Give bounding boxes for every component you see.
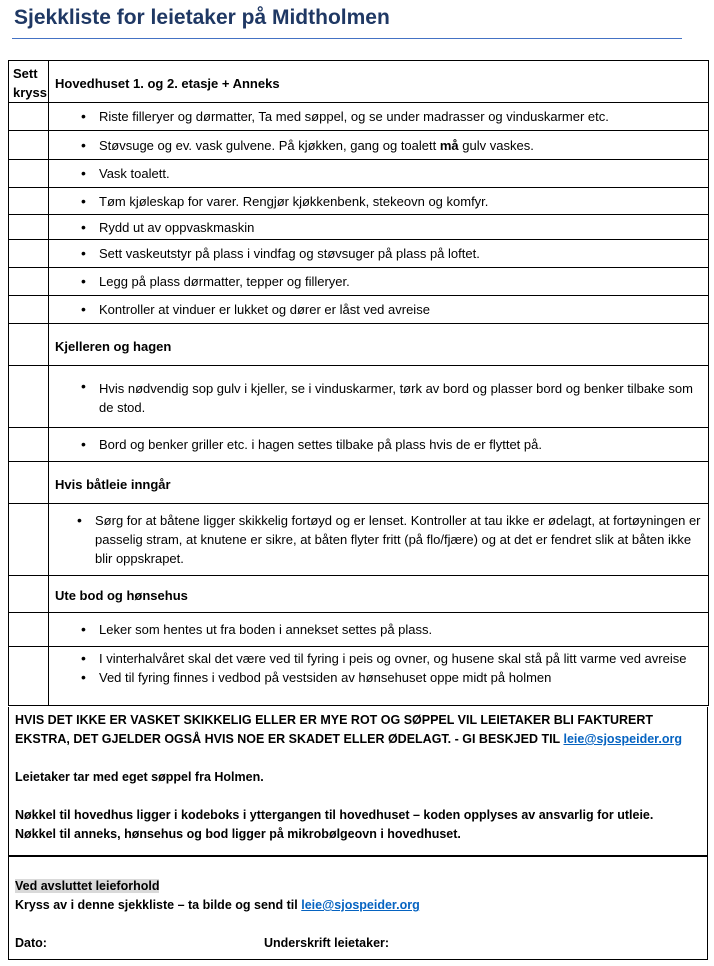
check-box-cell[interactable]: [9, 366, 49, 428]
section-header-row: [9, 462, 709, 504]
checklist-item: • Leker som hentes ut fra boden i annekset settes på plass.: [49, 613, 709, 647]
section-header-row: [9, 324, 709, 366]
notice-box: [8, 707, 708, 856]
checklist-item: • Bord og benker griller etc. i hagen settes tilbake på plass hvis de er flyttet på.: [49, 428, 709, 462]
trash-text: Leietaker tar med eget søppel fra Holmen.: [15, 770, 264, 784]
signature-label: Underskrift leietaker:: [264, 936, 390, 950]
checklist-item: • Rydd ut av oppvaskmaskin: [49, 215, 709, 240]
check-box-cell[interactable]: [9, 103, 49, 131]
check-box-cell: [9, 576, 49, 613]
check-box-cell[interactable]: [9, 428, 49, 462]
section-title-main-house: Hovedhuset 1. og 2. etasje + Anneks: [49, 61, 709, 103]
warning-text: HVIS DET IKKE ER VASKET SKIKKELIG ELLER ER MYE ROT OG SØPPEL VIL LEIETAKER BLI FAKTURERT EKSTRA, DET GJELDER OGSÅ HVIS NOE ER SKADET ELLER ØDELAGT. - GI BESKJED TIL leie@sjospeider.org: [15, 713, 682, 746]
checklist-item: • Kontroller at vinduer er lukket og dører er låst ved avreise: [49, 296, 709, 324]
table-row: [9, 613, 709, 647]
table-row: [9, 160, 709, 188]
table-row: [9, 240, 709, 268]
closing-box: [8, 856, 708, 960]
section-title-shed: Ute bod og hønsehus: [49, 576, 709, 613]
check-box-cell[interactable]: [9, 188, 49, 215]
table-row: [9, 131, 709, 160]
checklist-item: • Støvsuge og ev. vask gulvene. På kjøkken, gang og toalett må gulv vaskes.: [49, 131, 709, 160]
closing-heading: Ved avsluttet leieforhold: [15, 879, 160, 893]
checklist-item: • Tøm kjøleskap for varer. Rengjør kjøkkenbenk, stekeovn og komfyr.: [49, 188, 709, 215]
key-main-text: Nøkkel til hovedhus ligger i kodeboks i yttergangen til hovedhuset – koden opplyses av ansvarlig for utleie.: [15, 808, 654, 822]
check-box-cell[interactable]: [9, 268, 49, 296]
check-box-cell[interactable]: [9, 647, 49, 706]
section-title-boat: Hvis båtleie inngår: [49, 462, 709, 504]
key-annex-text: Nøkkel til anneks, hønsehus og bod ligger på mikrobølgeovn i hovedhuset.: [15, 827, 461, 841]
title-underline: [12, 38, 682, 39]
checklist-item: • Sørg for at båtene ligger skikkelig fortøyd og er lenset. Kontroller at tau ikke er ødelagt, at fortøyningen er passelig stram, at knutene er sikre, at båten flyter fritt (på flo/fjære) og at det er fendret slik at båten ikke blir oppskrapet.: [49, 504, 709, 576]
table-row: [9, 268, 709, 296]
checklist-item: • Hvis nødvendig sop gulv i kjeller, se i vinduskarmer, tørk av bord og plasser bord og benker tilbake som de stod.: [49, 366, 709, 428]
check-box-cell: [9, 324, 49, 366]
table-row: [9, 428, 709, 462]
table-row: [9, 647, 709, 706]
table-row: [9, 296, 709, 324]
check-box-cell[interactable]: [9, 131, 49, 160]
date-label: Dato:: [15, 936, 47, 950]
check-box-cell[interactable]: [9, 504, 49, 576]
checklist-item: • Legg på plass dørmatter, tepper og filleryer.: [49, 268, 709, 296]
closing-instruction: Kryss av i denne sjekkliste – ta bilde og send til leie@sjospeider.org: [15, 898, 420, 912]
check-box-cell[interactable]: [9, 296, 49, 324]
table-row: [9, 366, 709, 428]
check-box-cell[interactable]: [9, 613, 49, 647]
email-link[interactable]: leie@sjospeider.org: [563, 732, 682, 746]
email-link[interactable]: leie@sjospeider.org: [301, 898, 420, 912]
checklist-item: • Sett vaskeutstyr på plass i vindfag og støvsuger på plass på loftet.: [49, 240, 709, 268]
table-row: [9, 103, 709, 131]
checklist-table: [8, 60, 709, 706]
check-box-cell[interactable]: [9, 215, 49, 240]
check-box-cell[interactable]: [9, 240, 49, 268]
check-column-header: Sett kryss: [9, 61, 49, 103]
section-title-cellar: Kjelleren og hagen: [49, 324, 709, 366]
table-row: [9, 504, 709, 576]
table-row: [9, 188, 709, 215]
checklist-item: • Vask toalett.: [49, 160, 709, 188]
check-box-cell: [9, 462, 49, 504]
document-title: Sjekkliste for leietaker på Midtholmen: [14, 6, 390, 29]
section-header-row: [9, 576, 709, 613]
table-row: [9, 215, 709, 240]
checklist-item: • I vinterhalvåret skal det være ved til fyring i peis og ovner, og husene skal stå på litt varme ved avreise • Ved til fyring finnes i vedbod på vestsiden av hønsehuset oppe midt på holmen: [49, 647, 709, 706]
checklist-item: • Riste filleryer og dørmatter, Ta med søppel, og se under madrasser og vinduskarmer etc.: [49, 103, 709, 131]
check-box-cell[interactable]: [9, 160, 49, 188]
section-header-row: [9, 61, 709, 103]
